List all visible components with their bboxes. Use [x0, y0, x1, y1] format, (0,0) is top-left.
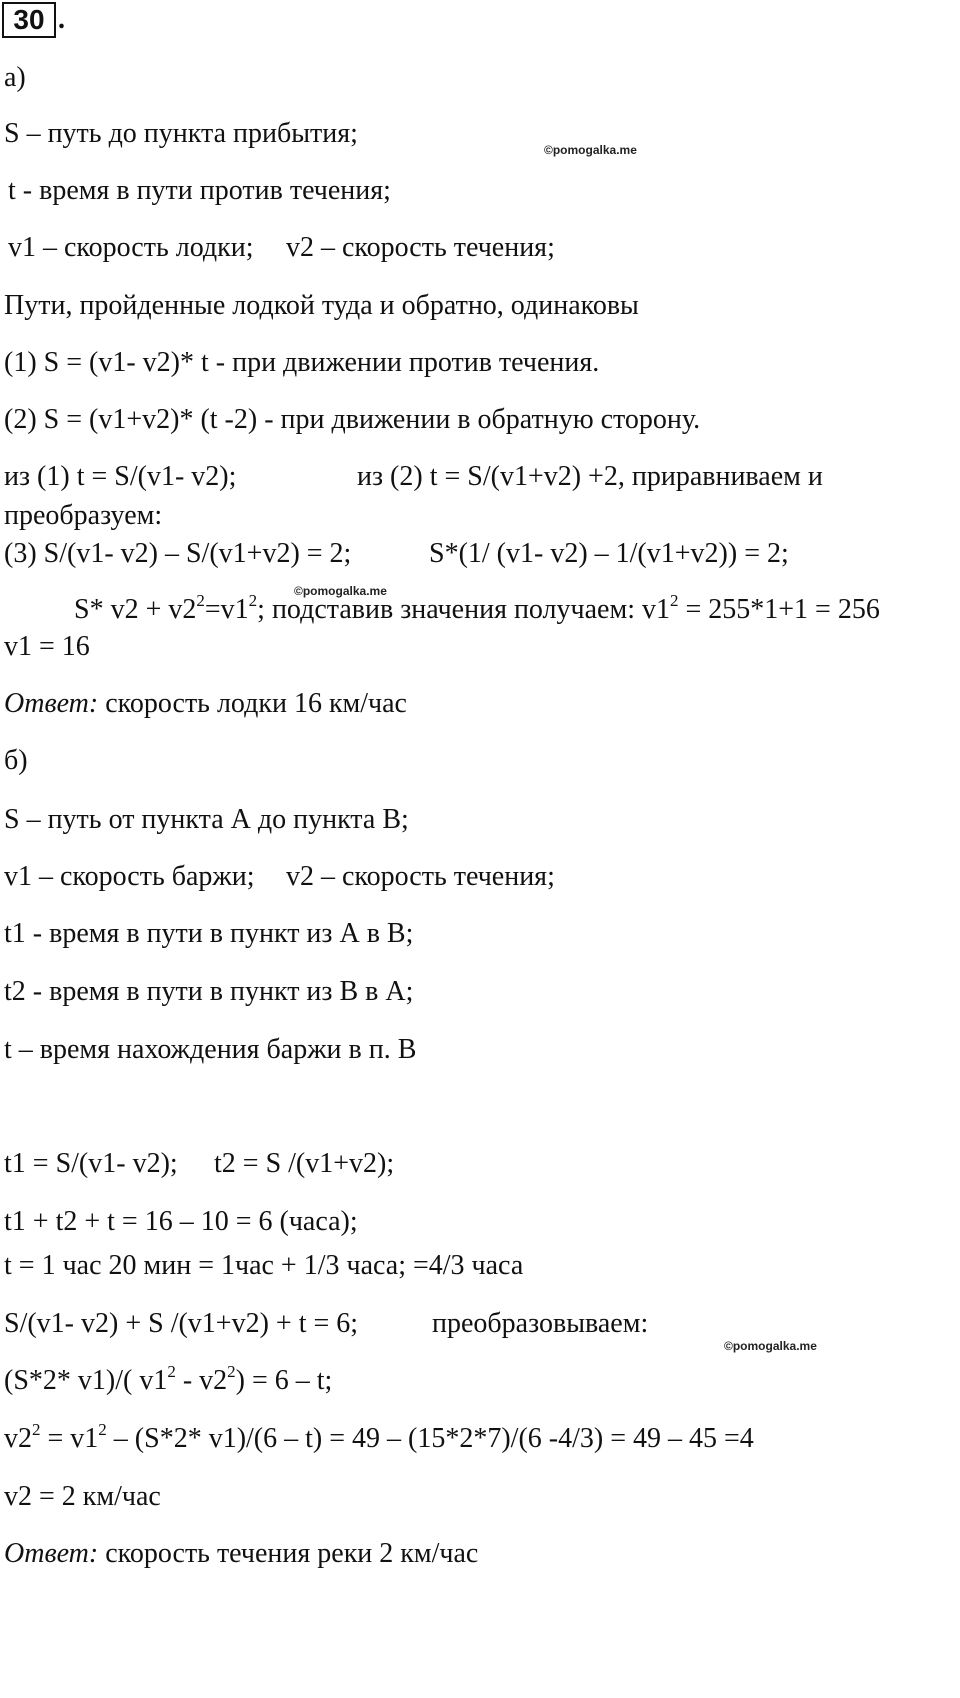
task-number-dot: .: [58, 4, 65, 35]
part-a-v1-result: v1 = 16: [4, 631, 90, 662]
watermark-3: ©pomogalka.me: [724, 1339, 817, 1353]
frac-sup-2: 2: [227, 1361, 236, 1381]
calc-part-1: v2: [4, 1423, 32, 1454]
part-a-eq2: (2) S = (v1+v2)* (t -2) - при движении в обратную сторону.: [4, 404, 701, 435]
part-a-transform: преобразуем:: [4, 500, 163, 531]
calc-part-3: – (S*2* v1)/(6 – t) = 49 – (15*2*7)/(6 -4/3) = 49 – 45 =4: [106, 1423, 754, 1454]
watermark-2: ©pomogalka.me: [294, 584, 387, 598]
part-a-def-t: t - время в пути против течения;: [8, 175, 391, 206]
part-b-def-t2: t2 - время в пути в пункт из В в А;: [4, 976, 414, 1007]
part-a-label: а): [4, 62, 26, 93]
part-a-statement: Пути, пройденные лодкой туда и обратно, одинаковы: [4, 290, 639, 321]
watermark-1: ©pomogalka.me: [544, 143, 637, 157]
part-b-answer-text: скорость течения реки 2 км/час: [98, 1538, 479, 1569]
part-b-calculation: [4, 1419, 754, 1455]
part-b-answer: [4, 1538, 478, 1570]
part-b-v2-result: v2 = 2 км/час: [4, 1481, 161, 1512]
part-a-def-v1: v1 – скорость лодки;: [8, 232, 254, 263]
subst-part-3: ; подставив значения получаем: v1: [257, 594, 670, 625]
part-b-eq-t1: t1 = S/(v1- v2);: [4, 1148, 178, 1179]
part-a-answer-text: скорость лодки 16 км/час: [98, 688, 407, 719]
frac-part-2: - v2: [175, 1365, 228, 1396]
task-number-box: 30: [2, 2, 56, 38]
subst-sup-2: 2: [248, 590, 258, 610]
part-b-transform: преобразовываем:: [432, 1308, 649, 1339]
subst-part-1: S* v2 + v2: [74, 594, 197, 625]
calc-sup-1: 2: [32, 1419, 41, 1439]
part-b-label: б): [4, 745, 28, 776]
frac-sup-1: 2: [167, 1361, 176, 1381]
part-b-eq-t2: t2 = S /(v1+v2);: [214, 1148, 395, 1179]
calc-part-2: = v1: [40, 1423, 99, 1454]
calc-sup-2: 2: [98, 1419, 107, 1439]
part-b-eq-main: S/(v1- v2) + S /(v1+v2) + t = 6;: [4, 1308, 359, 1339]
subst-sup-1: 2: [196, 590, 205, 610]
part-b-answer-label: Ответ:: [4, 1538, 99, 1569]
subst-part-4: = 255*1+1 = 256: [678, 594, 880, 625]
part-b-fraction: [4, 1361, 333, 1397]
frac-part-1: (S*2* v1)/( v1: [4, 1365, 168, 1396]
part-a-from1: из (1) t = S/(v1- v2);: [4, 461, 237, 492]
part-a-eq1: (1) S = (v1- v2)* t - при движении против течения.: [4, 347, 600, 378]
part-b-def-t1: t1 - время в пути в пункт из А в В;: [4, 918, 414, 949]
part-a-answer-label: Ответ:: [4, 688, 99, 719]
part-b-eq-t: t = 1 час 20 мин = 1час + 1/3 часа; =4/3 часа: [4, 1250, 524, 1281]
subst-sup-3: 2: [669, 590, 679, 610]
part-b-def-v2: v2 – скорость течения;: [286, 861, 555, 892]
part-a-answer: [4, 688, 407, 720]
part-a-def-v2: v2 – скорость течения;: [286, 232, 555, 263]
subst-part-2: =v1: [204, 594, 249, 625]
part-b-def-t: t – время нахождения баржи в п. В: [4, 1034, 417, 1065]
frac-part-3: ) = 6 – t;: [235, 1365, 333, 1396]
part-b-def-s: S – путь от пункта А до пункта В;: [4, 804, 409, 835]
part-b-def-v1: v1 – скорость баржи;: [4, 861, 255, 892]
part-a-def-s: S – путь до пункта прибытия;: [4, 118, 358, 149]
part-a-eq3a: (3) S/(v1- v2) – S/(v1+v2) = 2;: [4, 538, 352, 569]
part-a-from2: из (2) t = S/(v1+v2) +2, приравниваем и: [357, 461, 823, 492]
part-a-eq3b: S*(1/ (v1- v2) – 1/(v1+v2)) = 2;: [429, 538, 789, 569]
part-b-eq-sum: t1 + t2 + t = 16 – 10 = 6 (часа);: [4, 1206, 358, 1237]
